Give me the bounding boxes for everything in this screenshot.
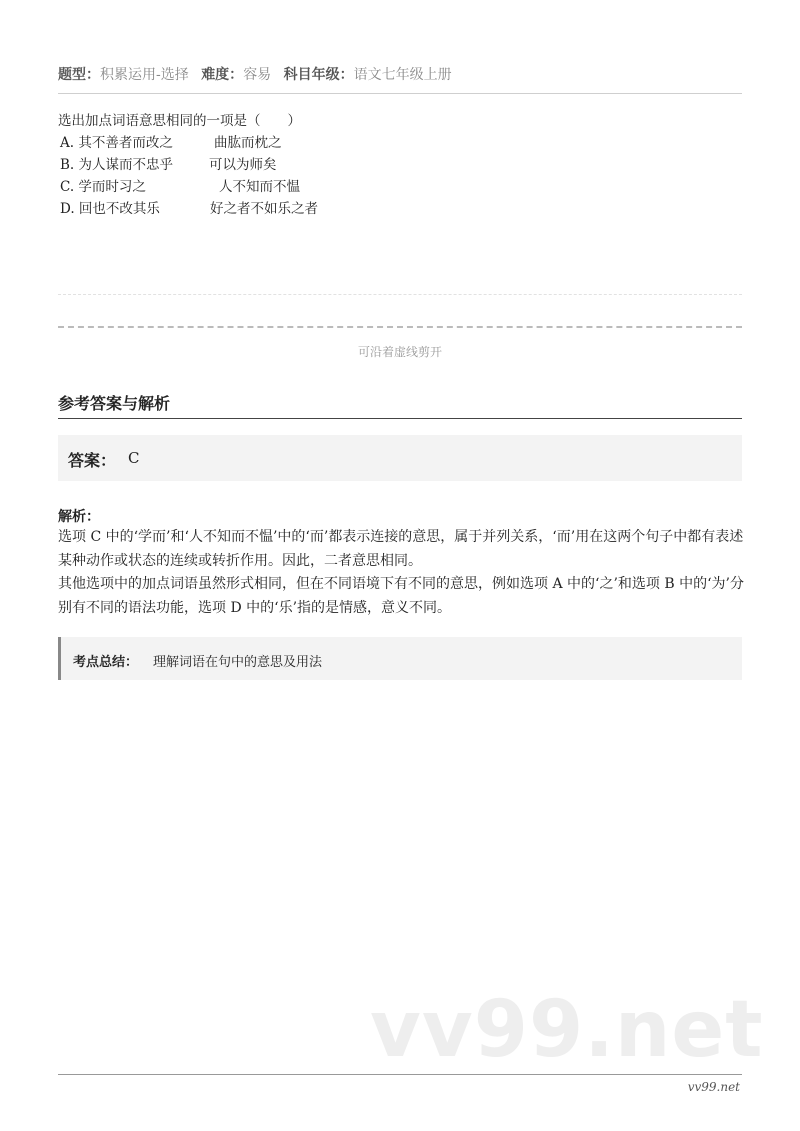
option-c-left: C. 学而时习之	[60, 179, 146, 195]
difficulty-value: 容易	[243, 67, 272, 83]
option-a	[58, 132, 301, 154]
cut-line	[58, 326, 742, 328]
summary-value: 理解词语在句中的意思及用法	[153, 655, 323, 670]
section-title: 参考答案与解析	[58, 394, 171, 413]
analysis-label: 解析：	[58, 509, 100, 525]
answer-box	[58, 435, 742, 481]
summary-box	[58, 637, 742, 680]
answer-label: 答案：	[68, 451, 117, 470]
type-label: 题型：	[58, 67, 100, 83]
option-a-left: A. 其不善者而改之	[60, 135, 173, 151]
option-b-right: 可以为师矣	[209, 157, 277, 173]
summary-label: 考点总结：	[73, 655, 139, 670]
grade-value: 语文七年级上册	[353, 67, 452, 83]
watermark: vv99.net	[370, 985, 764, 1075]
question-block	[58, 110, 318, 220]
question-stem: 选出加点词语意思相同的一项是（ ）	[58, 113, 301, 129]
analysis-paragraph: 其他选项中的加点词语虽然形式相同，但在不同语境下有不同的意思，例如选项 A 中的‘之’和选项 B 中的‘为’分别有不同的语法功能，选项 D 中的‘乐’指的是情感，意义不同。	[58, 576, 744, 616]
option-a-right: 曲肱而枕之	[214, 135, 282, 151]
option-b	[58, 154, 301, 176]
section-divider	[58, 418, 742, 419]
option-d-left: D. 回也不改其乐	[60, 201, 160, 217]
option-c	[58, 176, 301, 198]
grade-label: 科目年级：	[283, 67, 354, 83]
option-d-right: 好之者不如乐之者	[210, 201, 318, 217]
difficulty-label: 难度：	[201, 67, 244, 83]
answer-value: C	[128, 449, 140, 467]
type-value: 积累运用-选择	[100, 67, 189, 83]
header-divider	[58, 93, 742, 94]
footer-divider	[58, 1074, 742, 1075]
option-b-left: B. 为人谋而不忠乎	[60, 157, 174, 173]
option-c-right: 人不知而不愠	[219, 179, 300, 195]
question-meta	[58, 64, 742, 84]
analysis-paragraph: 选项 C 中的‘学而’和‘人不知而不愠’中的‘而’都表示连接的意思，属于并列关系，‘而’用在这两个句子中都有表述某种动作或状态的连续或转折作用。因此，二者意思相同。	[58, 529, 744, 569]
cut-line-text: 可沿着虚线剪开	[357, 345, 442, 359]
answer-space-line	[58, 294, 742, 295]
option-d	[58, 198, 318, 220]
analysis-text	[58, 526, 748, 620]
footer-site: vv99.net	[687, 1080, 740, 1094]
